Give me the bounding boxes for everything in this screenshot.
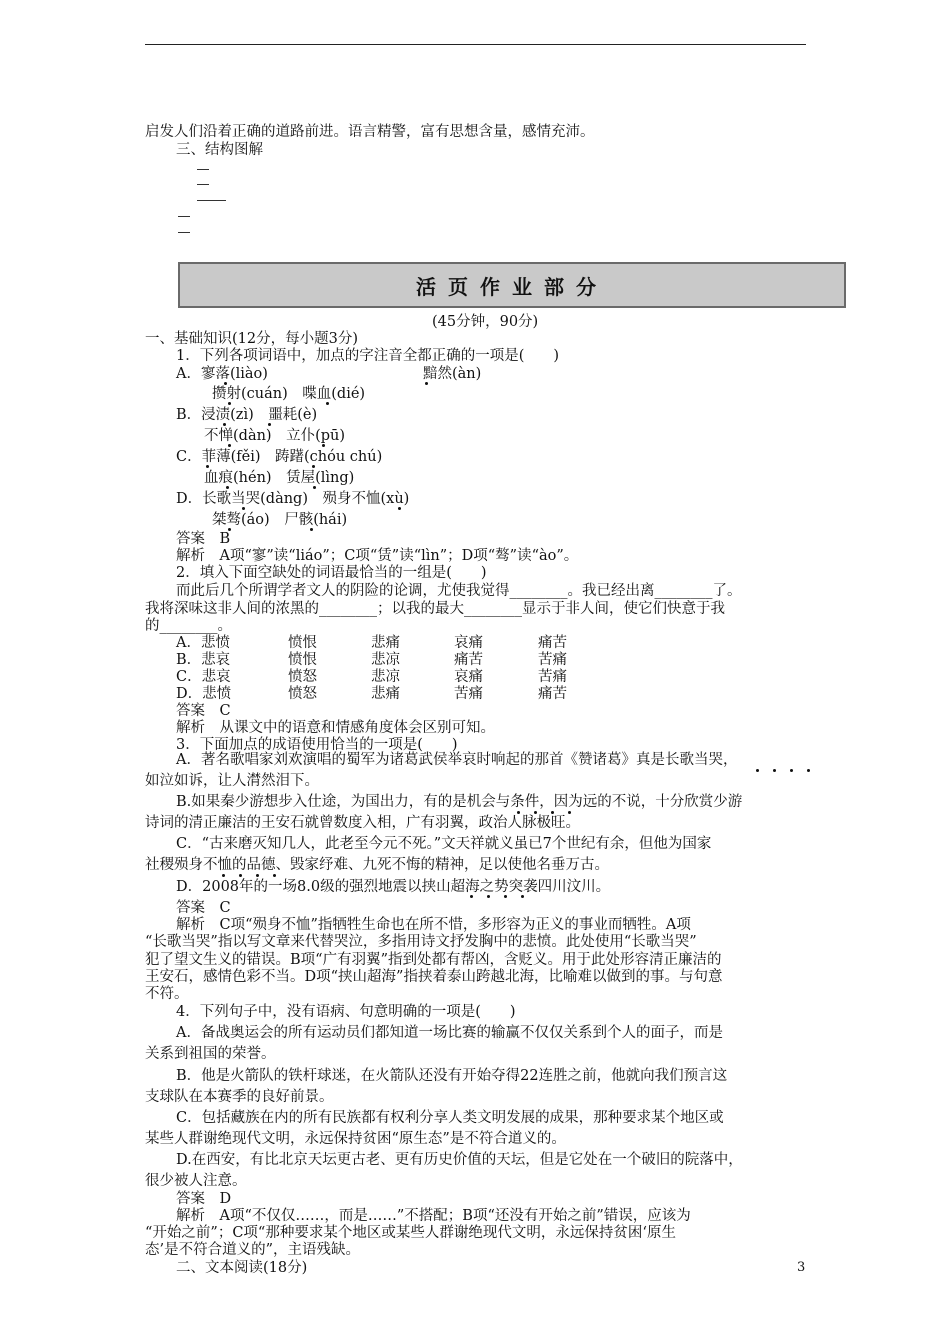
header-rule xyxy=(145,44,806,45)
section2-heading: 二、文本阅读(18分) xyxy=(176,1260,308,1276)
q3-analysis-line5: 不符。 xyxy=(145,986,189,1002)
q2-option-d-c3: 悲痛 xyxy=(371,686,400,702)
q3-option-c-line2: 社稷殒身不恤的品德、毁家纾难、九死不悔的精神，足以使他名垂万古。 xyxy=(145,857,609,873)
q1-option-a: A．寥落(liào) xyxy=(176,366,268,382)
emphasis-dot xyxy=(226,486,229,489)
emphasis-dot xyxy=(568,811,571,814)
q1-option-a-line2: 攒射(cuán) 喋血(dié) xyxy=(212,386,366,402)
q2-option-b-c3: 悲凉 xyxy=(371,652,400,668)
q4-option-d-line1: D.在西安，有比北京天坛更古老、更有历史价值的天坛，但是它处在一个破旧的院落中， xyxy=(176,1152,743,1168)
q4-analysis-line3: 态’是不符合道义的”，主语残缺。 xyxy=(145,1242,361,1258)
emphasis-dot xyxy=(521,895,524,898)
q3-analysis-line3: 犯了望文生义的错误。B项“广有羽翼”指到处都有帮凶，含贬义。用于此处形容清正廉洁的 xyxy=(145,952,722,968)
emphasis-dot xyxy=(242,507,245,510)
q4-option-a-line2: 关系到祖国的荣誉。 xyxy=(145,1046,276,1062)
q3-answer: 答案 C xyxy=(176,900,231,916)
emphasis-dot xyxy=(239,874,242,877)
q3-analysis-line2: “长歌当哭”指以写文章来代替哭泣，多指用诗文抒发胸中的悲愤。此处使用“长歌当哭” xyxy=(145,934,697,950)
q2-option-c-c1: C．悲哀 xyxy=(176,669,231,685)
emphasis-dot xyxy=(268,423,271,426)
q2-stem: 2．填入下面空缺处的词语最恰当的一组是( ) xyxy=(176,565,487,581)
emphasis-dot xyxy=(228,402,231,405)
q1-option-d: D．长歌当哭(dàng) 殒身不恤(xù) xyxy=(176,491,410,507)
emphasis-dot xyxy=(504,895,507,898)
q1-option-c-line2: 血痕(hén) 赁屋(lìng) xyxy=(204,470,355,486)
emphasis-dot xyxy=(470,895,473,898)
emphasis-dot xyxy=(312,465,315,468)
q3-option-b-line2: 诗词的清正廉洁的王安石就曾数度入相，广有羽翼，政治人脉极旺。 xyxy=(145,815,580,831)
q3-stem: 3．下面加点的成语使用恰当的一项是( ) xyxy=(176,737,458,753)
q4-analysis-line1: 解析 A项“不仅仅……，而是……”不搭配；B项“还没有开始之前”错误，应该为 xyxy=(176,1208,691,1224)
q2-option-b-c4: 痛苦 xyxy=(454,652,483,668)
q2-option-c-c3: 悲凉 xyxy=(371,669,400,685)
q2-passage-line3: 的________。 xyxy=(145,618,232,634)
q1-option-b-line2: 不惮(dàn) 立仆(pū) xyxy=(204,428,346,444)
q2-option-a-c2: 愤恨 xyxy=(288,635,317,651)
emphasis-dot xyxy=(807,769,810,772)
time-score: (45分钟，90分) xyxy=(432,314,539,330)
q2-option-d-c1: D．悲愤 xyxy=(176,686,232,702)
q4-option-c-line1: C．包括藏族在内的所有民族都有权利分享人类文明发展的成果，那种要求某个地区或 xyxy=(176,1110,724,1126)
q2-answer: 答案 C xyxy=(176,703,231,719)
q1-option-c: C．菲薄(fěi) 踌躇(chóu chú) xyxy=(176,449,383,465)
emphasis-dot xyxy=(223,423,226,426)
q3-analysis-line4: 王安石，感情色彩不当。D项“挟山超海”指挟着泰山跨越北海，比喻难以做到的事。与句意 xyxy=(145,969,723,985)
page-number: 3 xyxy=(797,1260,806,1275)
emphasis-dot xyxy=(228,444,231,447)
q2-analysis: 解析 从课文中的语意和情感角度体会区别可知。 xyxy=(176,720,495,736)
q2-passage-line2: 我将深味这非人间的浓黑的________；以我的最大________显示于非人间，使它们快意于我 xyxy=(145,601,725,617)
q2-option-c-c4: 哀痛 xyxy=(454,669,483,685)
q2-option-a-c5: 痛苦 xyxy=(538,635,567,651)
banner-title: 活页作业部分 xyxy=(416,274,608,299)
emphasis-dot xyxy=(534,811,537,814)
emphasis-dot xyxy=(206,465,209,468)
structure-diagram-line xyxy=(178,232,190,233)
q3-option-a-line2: 如泣如诉，让人潸然泪下。 xyxy=(145,773,319,789)
emphasis-dot xyxy=(322,444,325,447)
q2-option-d-c5: 痛苦 xyxy=(538,686,567,702)
emphasis-dot xyxy=(487,895,490,898)
q2-option-a-c4: 哀痛 xyxy=(454,635,483,651)
q2-option-a-c1: A．悲愤 xyxy=(176,635,230,651)
q4-analysis-line2: “开始之前”；C项“那种要求某个地区或某些人群谢绝现代文明，永远保持贫困‘原生 xyxy=(145,1225,676,1241)
emphasis-dot xyxy=(228,528,231,531)
q2-passage-line1: 而此后几个所谓学者文人的阴险的论调，尤使我觉得________。我已经出离________了。 xyxy=(176,583,742,599)
structure-diagram-line xyxy=(178,216,190,217)
emphasis-dot xyxy=(790,769,793,772)
q2-option-b-c5: 苦痛 xyxy=(538,652,567,668)
q3-option-d: D．2008年的一场8.0级的强烈地震以挟山超海之势突袭四川汶川。 xyxy=(176,879,611,895)
emphasis-dot xyxy=(224,382,227,385)
q2-option-d-c2: 愤怒 xyxy=(288,686,317,702)
emphasis-dot xyxy=(517,811,520,814)
q2-option-c-c2: 愤怒 xyxy=(288,669,317,685)
emphasis-dot xyxy=(273,874,276,877)
structure-diagram-line xyxy=(197,169,209,170)
q4-option-d-line2: 很少被人注意。 xyxy=(145,1173,247,1189)
emphasis-dot xyxy=(756,769,759,772)
intro-continuation: 启发人们沿着正确的道路前进。语言精警，富有思想含量，感情充沛。 xyxy=(145,124,595,140)
emphasis-dot xyxy=(425,382,428,385)
q2-option-c-c5: 苦痛 xyxy=(538,669,567,685)
q1-stem: 1．下列各项词语中，加点的字注音全都正确的一项是( ) xyxy=(176,348,560,364)
q2-option-b-c1: B．悲哀 xyxy=(176,652,231,668)
q1-option-d-line2: 桀骜(áo) 尸骸(hái) xyxy=(212,512,348,528)
q1-answer: 答案 B xyxy=(176,531,231,547)
q3-option-c-line1: C．“古来磨灭知几人，此老至今元不死。”文天祥就义虽已7个世纪有余，但他为国家 xyxy=(176,836,712,852)
emphasis-dot xyxy=(773,769,776,772)
q2-option-b-c2: 愤恨 xyxy=(288,652,317,668)
section-banner xyxy=(178,262,846,308)
emphasis-dot xyxy=(551,811,554,814)
q3-option-b-line1: B.如果秦少游想步入仕途，为国出力，有的是机会与条件，因为远的不说，十分欣赏少游 xyxy=(176,794,743,810)
structure-diagram-line xyxy=(197,200,226,201)
q4-answer: 答案 D xyxy=(176,1191,232,1207)
q1-option-b: B．浸渍(zì) 噩耗(è) xyxy=(176,407,318,423)
q3-analysis-line1: 解析 C项“殒身不恤”指牺牲生命也在所不惜，多形容为正义的事业而牺牲。A项 xyxy=(176,917,691,933)
structure-diagram-line xyxy=(197,184,209,185)
emphasis-dot xyxy=(310,528,313,531)
q4-option-c-line2: 某些人群谢绝现代文明，永远保持贫困“原生态”是不符合道义的。 xyxy=(145,1131,566,1147)
q3-option-a-line1: A．著名歌唱家刘欢演唱的蜀军为诸葛武侯举哀时响起的那首《赞诸葛》真是长歌当哭， xyxy=(176,752,738,768)
section1-heading: 一、基础知识(12分，每小题3分) xyxy=(145,331,358,347)
emphasis-dot xyxy=(256,874,259,877)
emphasis-dot xyxy=(313,486,316,489)
emphasis-dot xyxy=(398,507,401,510)
emphasis-dot xyxy=(222,874,225,877)
structure-heading: 三、结构图解 xyxy=(176,142,263,158)
q4-stem: 4．下列句子中，没有语病、句意明确的一项是( ) xyxy=(176,1004,516,1020)
q4-option-b-line1: B．他是火箭队的铁杆球迷，在火箭队还没有开始夺得22连胜之前，他就向我们预言这 xyxy=(176,1068,728,1084)
q2-option-a-c3: 悲痛 xyxy=(371,635,400,651)
q1-option-a-word2: 黯然(àn) xyxy=(423,366,482,382)
q4-option-a-line1: A．备战奥运会的所有运动员们都知道一场比赛的输赢不仅仅关系到个人的面子，而是 xyxy=(176,1025,723,1041)
emphasis-dot xyxy=(326,402,329,405)
q1-analysis: 解析 A项“寥”读“liáo”；C项“赁”读“lìn”；D项“骜”读“ào”。 xyxy=(176,548,579,564)
q4-option-b-line2: 支球队在本赛季的良好前景。 xyxy=(145,1089,334,1105)
q2-option-d-c4: 苦痛 xyxy=(454,686,483,702)
